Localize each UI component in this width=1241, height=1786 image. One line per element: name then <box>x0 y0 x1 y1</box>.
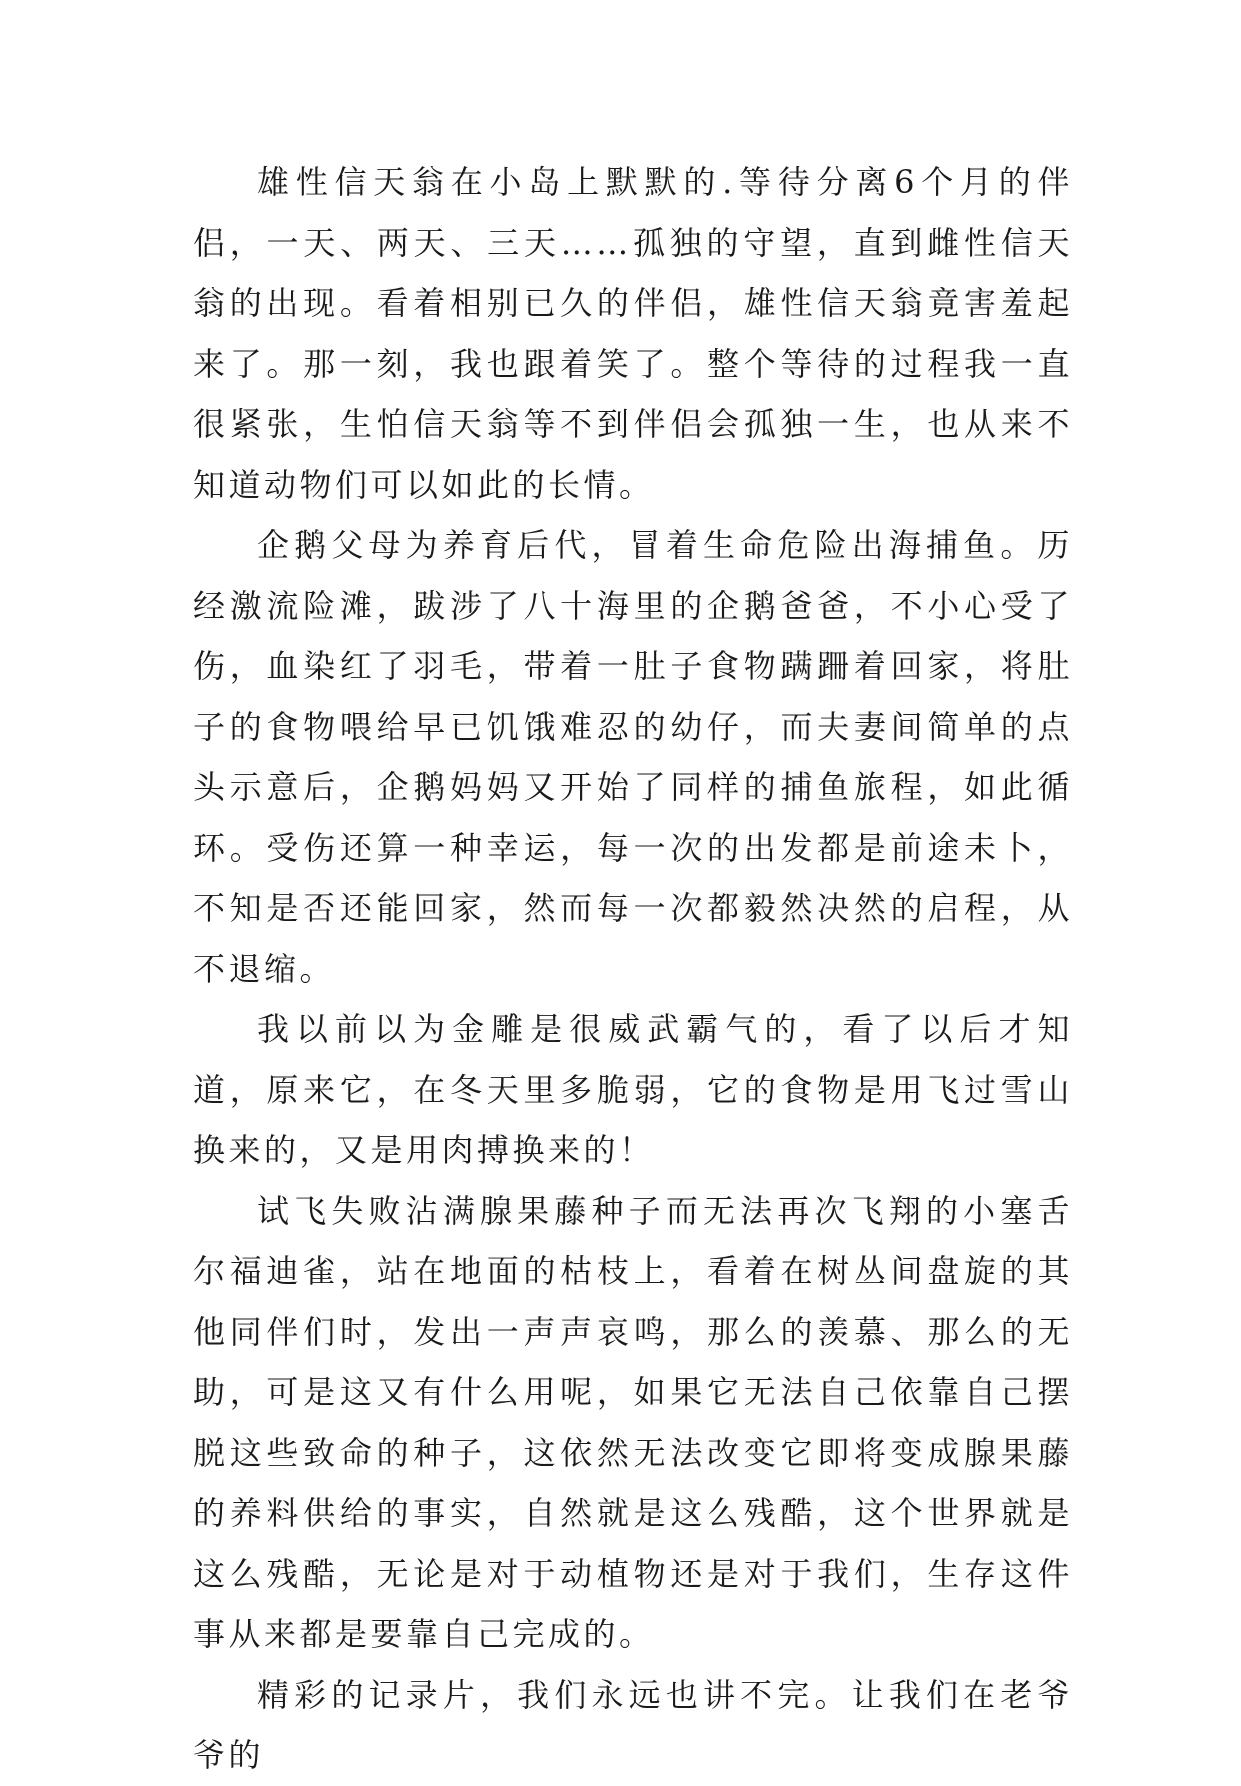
paragraph-albatross: 雄性信天翁在小岛上默默的.等待分离6个月的伴侣，一天、两天、三天……孤独的守望，直到雌性信天翁的出现。看着相别已久的伴侣，雄性信天翁竟害羞起来了。那一刻，我也跟着笑了。整个等待的过程我一直很紧张，生怕信天翁等不到伴侣会孤独一生，也从来不知道动物们可以如此的长情。 <box>193 163 1073 504</box>
paragraph-fody-bird: 试飞失败沾满腺果藤种子而无法再次飞翔的小塞舌尔福迪雀，站在地面的枯枝上，看着在树丛间盘旋的其他同伴们时，发出一声声哀鸣，那么的羡慕、那么的无助，可是这又有什么用呢，如果它无法自己依靠自己摆脱这些致命的种子，这依然无法改变它即将变成腺果藤的养料供给的事实，自然就是这么残酷，这个世界就是这么残酷，无论是对于动植物还是对于我们，生存这件事从来都是要靠自己完成的。 <box>193 1191 1073 1653</box>
document-body <box>193 152 1073 1786</box>
paragraph-golden-eagle: 我以前以为金雕是很威武霸气的，看了以后才知道，原来它，在冬天里多脆弱，它的食物是用飞过雪山换来的，又是用肉搏换来的！ <box>193 1010 1073 1169</box>
paragraph-penguin: 企鹅父母为养育后代，冒着生命危险出海捕鱼。历经激流险滩，跋涉了八十海里的企鹅爸爸，不小心受了伤，血染红了羽毛，带着一肚子食物蹒跚着回家，将肚子的食物喂给早已饥饿难忍的幼仔，而夫妻间简单的点头示意后，企鹅妈妈又开始了同样的捕鱼旅程，如此循环。受伤还算一种幸运，每一次的出发都是前途未卜，不知是否还能回家，然而每一次都毅然决然的启程，从不退缩。 <box>193 526 1073 988</box>
paragraph-closing: 精彩的记录片，我们永远也讲不完。让我们在老爷爷的 <box>193 1675 1073 1774</box>
